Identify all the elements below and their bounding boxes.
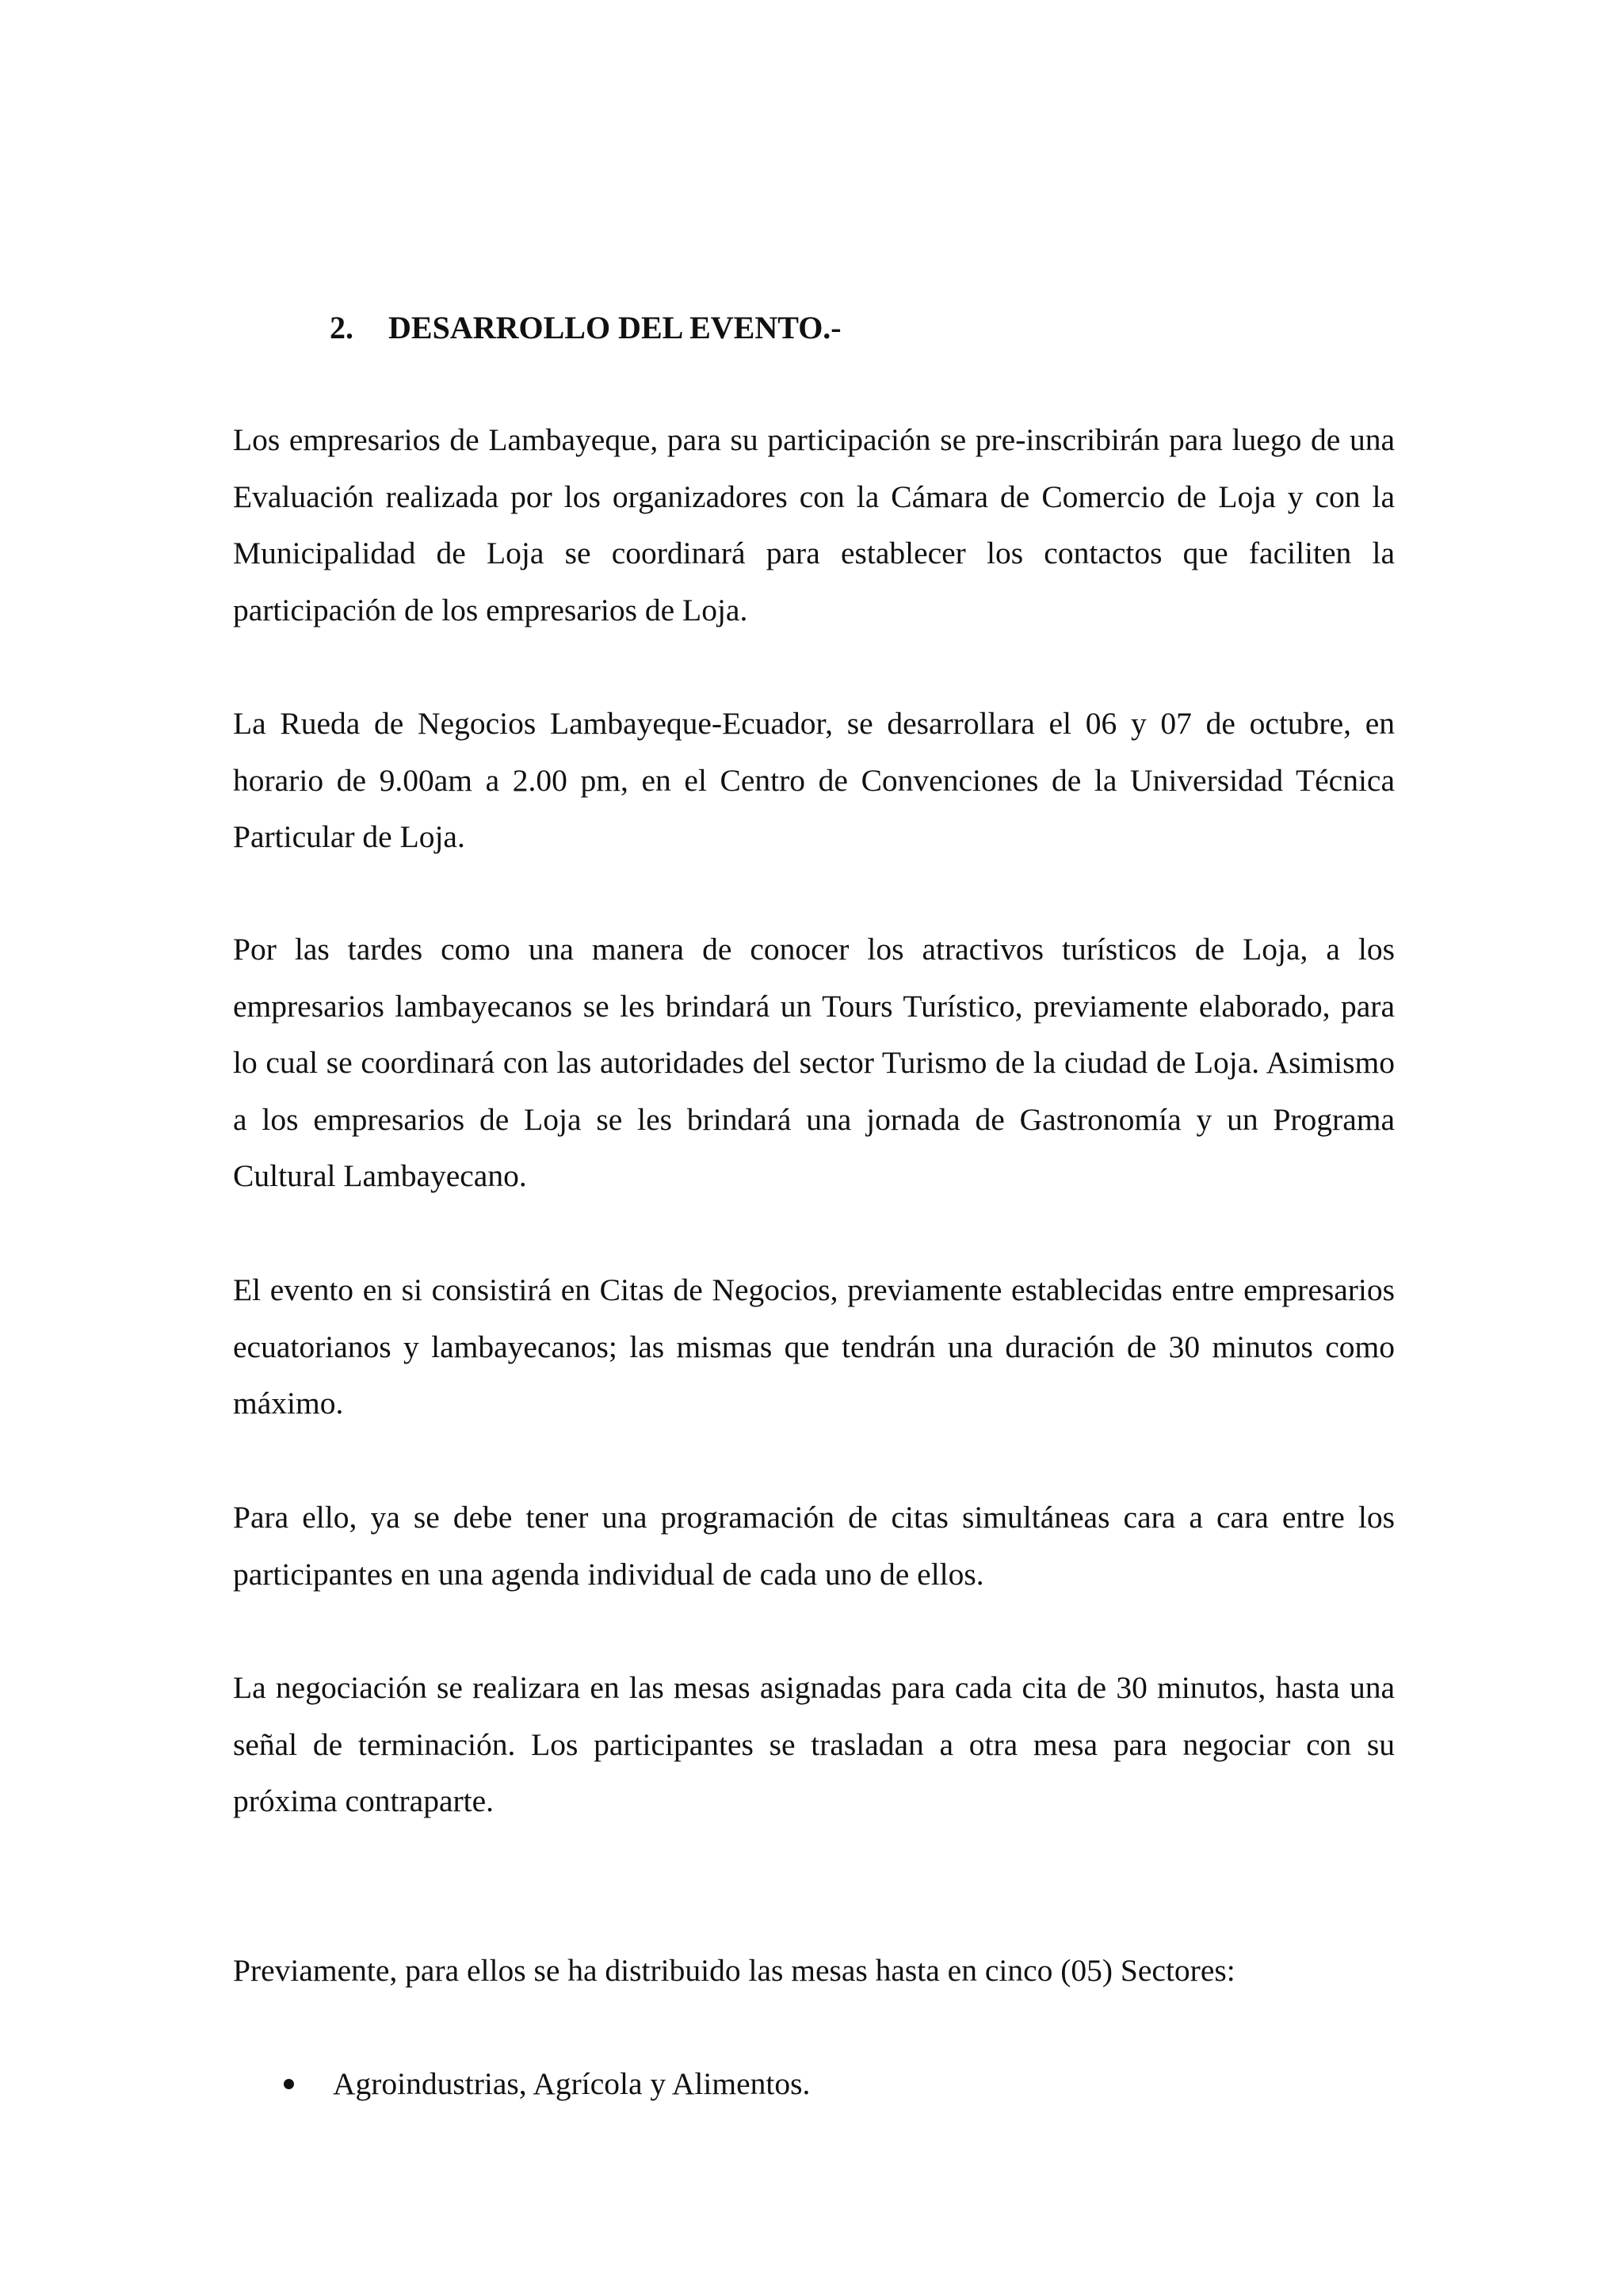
section-title: DESARROLLO DEL EVENTO.-: [388, 310, 842, 345]
paragraph-negotiation: La negociación se realizara en las mesas asignadas para cada cita de 30 minutos, hasta una señal de terminación. Los participantes se trasladan a otra mesa para negociar con su próxima contraparte.: [233, 1670, 1395, 1818]
section-heading: [330, 306, 842, 350]
paragraph-afternoon-activities: Por las tardes como una manera de conocer los atractivos turísticos de Loja, a los empresarios lambayecanos se les brindará un Tours Turístico, previamente elaborado, para lo cual se coordinará con las autoridades del sector Turismo de la ciudad de Loja. Asimismo a los empresarios de Loja se les brindará una jornada de Gastronomía y un Programa Cultural Lambayecano.: [233, 932, 1395, 1193]
paragraph-business-appointments: El evento en si consistirá en Citas de Negocios, previamente establecidas entre empresarios ecuatorianos y lambayecanos; las mismas que tendrán una duración de 30 minutos como máximo.: [233, 1272, 1395, 1421]
paragraph-sectors-intro: Previamente, para ellos se ha distribuido las mesas hasta en cinco (05) Sectores:: [233, 1953, 1235, 1988]
list-item: [279, 2056, 810, 2113]
paragraph-scheduling: Para ello, ya se debe tener una programación de citas simultáneas cara a cara entre los participantes en una agenda individual de cada uno de ellos.: [233, 1500, 1395, 1592]
section-number: 2.: [330, 310, 353, 345]
sector-list: [279, 2056, 810, 2113]
paragraph-preinscription: Los empresarios de Lambayeque, para su participación se pre-inscribirán para luego de una Evaluación realizada por los organizadores con la Cámara de Comercio de Loja y con la Municipalidad de Loja se coordinará para establecer los contactos que faciliten la participación de los empresarios de Loja.: [233, 422, 1395, 627]
paragraph-event-schedule: La Rueda de Negocios Lambayeque-Ecuador, se desarrollara el 06 y 07 de octubre, en horario de 9.00am a 2.00 pm, en el Centro de Convenciones de la Universidad Técnica Particular de Loja.: [233, 706, 1395, 854]
bullet-icon: [284, 2079, 294, 2089]
sector-label: Agroindustrias, Agrícola y Alimentos.: [333, 2066, 811, 2101]
